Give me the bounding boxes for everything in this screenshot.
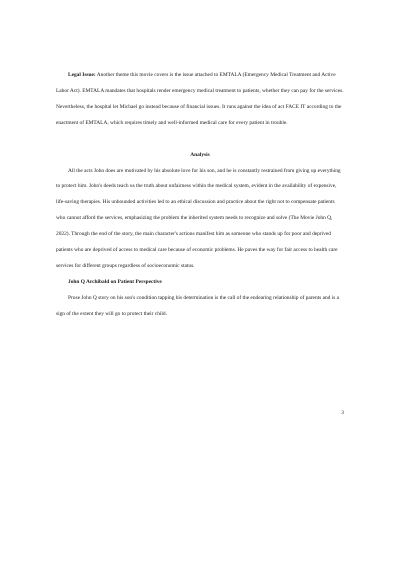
document-body [56, 68, 344, 323]
section-gap [56, 132, 344, 148]
page-number: 3 [341, 410, 344, 416]
legal-issue-label: Legal Issue: [68, 72, 96, 78]
legal-issue-paragraph [56, 68, 344, 132]
analysis-paragraph: All the acts John does are motivated by his absolute love for his son, and he is constantly restrained from giving up everything to protect him. John's deeds teach us the truth about unfairness within the medical system, evident in the availability of expensive, life-saving therapies. His unbounded activities led to an ethical discussion and practice about the right not to compensate patients who cannot afford the services, emphasizing the problem the inherited system needs to recognize and solve (The Movie John Q, 2022). Through the end of the story, the main character's actions manifest him as someone who stands up for poor and deprived patients who are deprived of access to medical care because of economic problems. He paves the way for fair access to health care services for different groups regardless of socioeconomic status. [56, 167, 341, 269]
analysis-heading: Analysis [190, 151, 210, 158]
perspective-paragraph: Prose John Q story on his son's condition tapping his determination is the call of the endearing relationship of parents and is a sign of the extent they will go to protect their child. [56, 294, 340, 317]
perspective-heading: John Q Archibald on Patient Perspective [68, 278, 162, 285]
legal-issue-text: Another theme this movie covers is the issue attached to EMTALA (Emergency Medical Treatment and Active Labor Act). EMTALA mandates that hospitals render emergency medical treatment to patients, whether they can pay for the services. Nevertheless, the hospital let Michael go instead because of financial issues. It runs against the idea of act FACE IT according to the enactment of EMTALA, which requires timely and well-informed medical care for every patient in trouble. [56, 72, 344, 126]
